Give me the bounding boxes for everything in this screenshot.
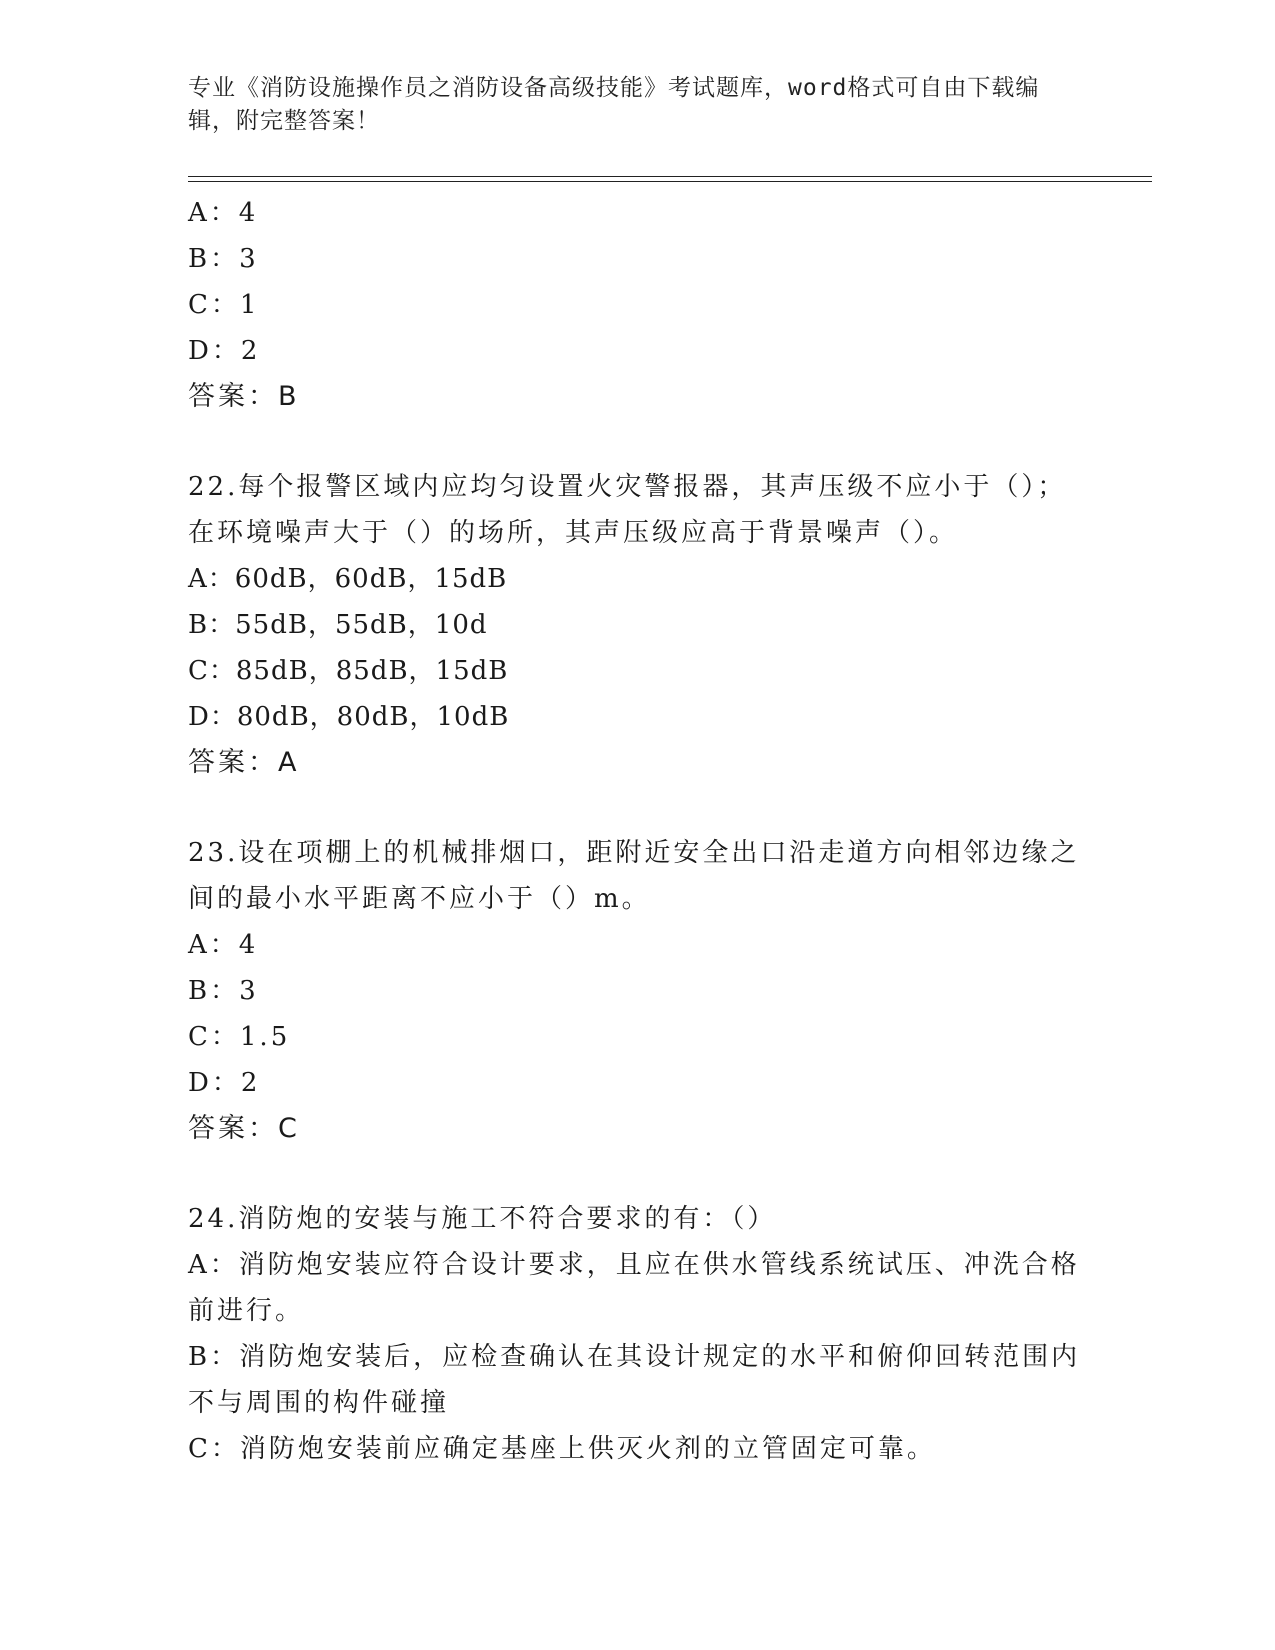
question-24: [188, 1196, 1088, 1472]
option-c: C：消防炮安装前应确定基座上供灭火剂的立管固定可靠。: [188, 1434, 936, 1464]
question-list: [188, 190, 1088, 1472]
option-a: A：4: [188, 198, 259, 228]
answer-line: 答案：B: [188, 381, 300, 412]
header-line-2: 辑，附完整答案！: [188, 108, 380, 134]
option-a: A：60dB，60dB，15dB: [188, 564, 508, 594]
option-d: D：2: [188, 1068, 261, 1098]
option-b: B：3: [188, 244, 259, 274]
question-22: [188, 464, 1088, 786]
question-stem-continued: 间的最小水平距离不应小于（）m。: [188, 884, 651, 914]
question-23: [188, 830, 1088, 1152]
option-c: C：1: [188, 290, 260, 320]
option-b: B：55dB，55dB，10d: [188, 610, 488, 640]
question-stem-continued: 在环境噪声大于（）的场所，其声压级应高于背景噪声（）。: [188, 518, 959, 548]
option-b: B：消防炮安装后，应检查确认在其设计规定的水平和俯仰回转范围内: [188, 1342, 1081, 1372]
option-b: B：3: [188, 976, 259, 1006]
option-a: A：消防炮安装应符合设计要求，且应在供水管线系统试压、冲洗合格: [188, 1250, 1080, 1280]
document-header: [188, 72, 1068, 138]
question-21: [188, 190, 1088, 420]
answer-line: 答案：C: [188, 1113, 300, 1144]
answer-line: 答案：A: [188, 747, 300, 778]
option-c: C：85dB，85dB，15dB: [188, 656, 509, 686]
option-d: D：2: [188, 336, 261, 366]
header-line-1: 专业《消防设施操作员之消防设备高级技能》考试题库，word格式可自由下载编: [188, 75, 1040, 101]
option-a: A：4: [188, 930, 259, 960]
option-a-continued: 前进行。: [188, 1296, 305, 1326]
header-divider-top: [188, 176, 1152, 177]
question-stem: 23.设在项棚上的机械排烟口，距附近安全出口沿走道方向相邻边缘之: [188, 838, 1080, 868]
question-stem: 24.消防炮的安装与施工不符合要求的有：（）: [188, 1204, 777, 1234]
option-d: D：80dB，80dB，10dB: [188, 702, 510, 732]
header-divider-bottom: [188, 181, 1152, 182]
question-stem: 22.每个报警区域内应均匀设置火灾警报器，其声压级不应小于（）；: [188, 472, 1067, 502]
option-c: C：1.5: [188, 1022, 291, 1052]
option-b-continued: 不与周围的构件碰撞: [188, 1388, 450, 1418]
